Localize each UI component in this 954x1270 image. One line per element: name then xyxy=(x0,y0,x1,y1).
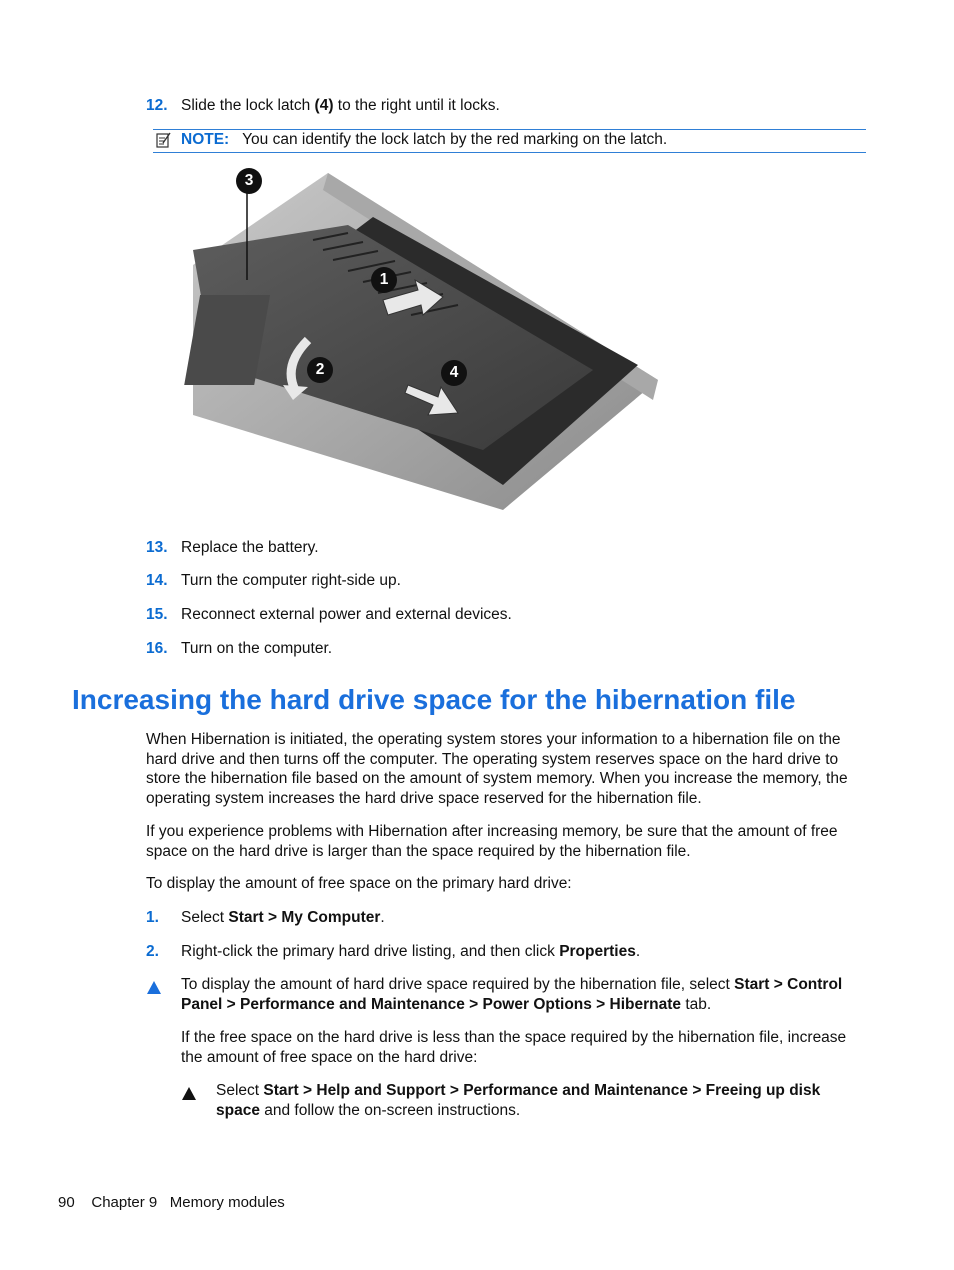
bullet-1-text: To display the amount of hard drive space required by the hibernation file, select Start > Control Panel > Performance and Maintenance > Power Options > Hibernate tab. xyxy=(181,976,843,1013)
callout-4: 4 xyxy=(441,360,467,386)
step-1-text: Select Start > My Computer. xyxy=(181,909,385,926)
figure-service-door xyxy=(183,165,663,515)
page-number: 90 xyxy=(58,1194,75,1211)
step-12 xyxy=(146,96,168,116)
footer-title: Memory modules xyxy=(169,1194,285,1211)
footer-chapter: Chapter 9 xyxy=(91,1194,158,1211)
step-14-text: Turn the computer right-side up. xyxy=(181,572,401,589)
step-13: 13. xyxy=(146,539,168,556)
paragraph-3: To display the amount of free space on the primary hard drive: xyxy=(146,875,572,892)
paragraph-1: When Hibernation is initiated, the operating system stores your information to a hibernation file on the hard drive and then turns off the computer. The operating system reserves space on the hard drive to store the hibernation file based on the amount of system memory. When you increase the memory, the operating system increases the hard drive space reserved for the hibernation file. xyxy=(146,731,848,807)
note-icon xyxy=(155,131,173,149)
note-text xyxy=(181,130,861,150)
step-2: 2. xyxy=(146,943,159,960)
callout-1: 1 xyxy=(371,267,397,293)
bullet-2-text: Select Start > Help and Support > Performance and Maintenance > Freeing up disk space and follow the on-screen instructions. xyxy=(216,1082,821,1119)
step-15: 15. xyxy=(146,606,168,623)
step-14: 14. xyxy=(146,572,168,589)
step-16: 16. xyxy=(146,640,168,657)
step-2-text: Right-click the primary hard drive listing, and then click Properties. xyxy=(181,943,641,960)
page-footer xyxy=(58,1193,285,1213)
step-16-text: Turn on the computer. xyxy=(181,640,333,657)
triangle-bullet-icon xyxy=(147,981,161,994)
triangle-bullet-icon xyxy=(182,1087,196,1100)
step-12-text: Slide the lock latch (4) to the right until it locks. xyxy=(181,97,500,114)
section-heading: Increasing the hard drive space for the hibernation file xyxy=(72,684,796,715)
note-body: You can identify the lock latch by the red marking on the latch. xyxy=(242,131,668,148)
step-13-text: Replace the battery. xyxy=(181,539,319,556)
bullet-1-followup: If the free space on the hard drive is less than the space required by the hibernation file, increase the amount of free space on the hard drive: xyxy=(181,1029,847,1066)
step-1: 1. xyxy=(146,909,159,926)
callout-3: 3 xyxy=(236,168,262,194)
step-15-text: Reconnect external power and external devices. xyxy=(181,606,512,623)
callout-2: 2 xyxy=(307,357,333,383)
step-number: 12. xyxy=(146,97,168,114)
note-label: NOTE: xyxy=(181,131,230,148)
paragraph-2: If you experience problems with Hibernation after increasing memory, be sure that the amount of free space on the hard drive is larger than the space required by the hibernation file. xyxy=(146,823,838,860)
